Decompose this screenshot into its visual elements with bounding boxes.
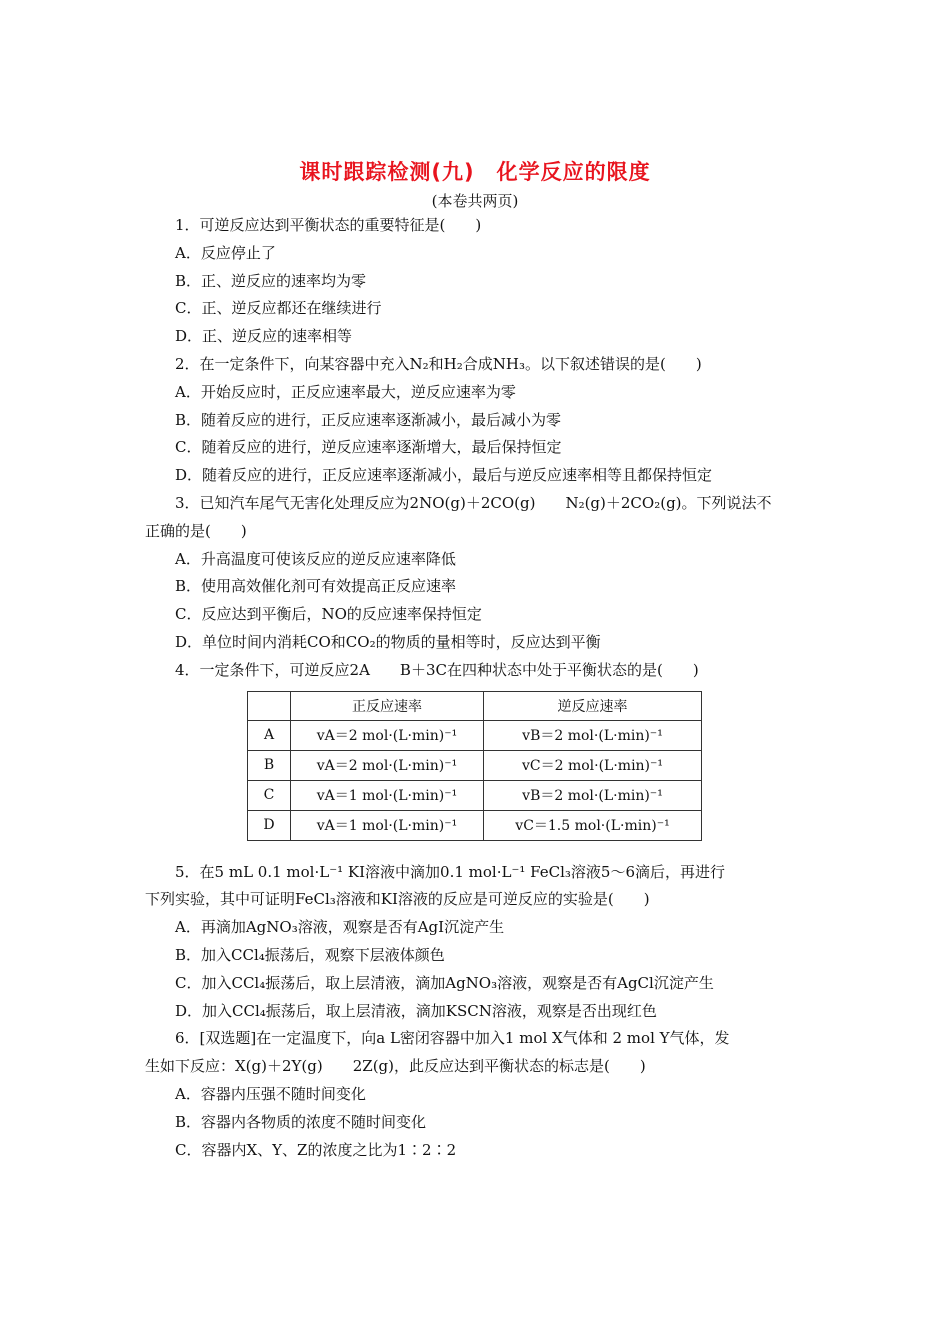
question-5-stem-continued: 下列实验，其中可证明FeCl₃溶液和KI溶液的反应是可逆反应的实验是( ) — [145, 890, 650, 909]
table-header-cell: 正反应速率 — [291, 691, 484, 720]
table-cell: vC＝2 mol·(L·min)⁻¹ — [484, 750, 702, 780]
question-6-option-a: A．容器内压强不随时间变化 — [175, 1084, 366, 1103]
question-3-option-b: B．使用高效催化剂可有效提高正反应速率 — [175, 577, 457, 596]
table-cell: vA＝1 mol·(L·min)⁻¹ — [291, 780, 484, 810]
question-5-option-d: D．加入CCl₄振荡后，取上层清液，滴加KSCN溶液，观察是否出现红色 — [175, 1001, 657, 1020]
question-2-option-d: D．随着反应的进行，正反应速率逐渐减小，最后与逆反应速率相等且都保持恒定 — [175, 466, 713, 485]
question-2-option-b: B．随着反应的进行，正反应速率逐渐减小，最后减小为零 — [175, 410, 562, 429]
question-3-option-c: C．反应达到平衡后，NO的反应速率保持恒定 — [175, 605, 482, 624]
question-5-option-a: A．再滴加AgNO₃溶液，观察是否有AgI沉淀产生 — [175, 918, 505, 937]
question-4-table-wrap — [247, 691, 805, 841]
table-cell: D — [248, 810, 291, 840]
question-1-stem: 1．可逆反应达到平衡状态的重要特征是( ) — [175, 216, 482, 234]
question-6-stem-continued: 生如下反应：X(g)＋2Y(g) 2Z(g)，此反应达到平衡状态的标志是( ) — [145, 1057, 646, 1076]
question-3-option-d: D．单位时间内消耗CO和CO₂的物质的量相等时，反应达到平衡 — [175, 632, 601, 651]
table-cell: vB＝2 mol·(L·min)⁻¹ — [484, 720, 702, 750]
table-row — [248, 780, 702, 810]
table-cell: C — [248, 780, 291, 810]
question-4-stem: 4．一定条件下，可逆反应2A B＋3C在四种状态中处于平衡状态的是( ) — [175, 660, 699, 679]
table-header-row — [248, 691, 702, 720]
question-6-option-c: C．容器内X、Y、Z的浓度之比为1∶2∶2 — [175, 1140, 457, 1159]
table-cell: B — [248, 750, 291, 780]
page-subtitle: (本卷共两页) — [431, 192, 519, 210]
page-title: 课时跟踪检测(九) 化学反应的限度 — [299, 160, 651, 184]
table-cell: vA＝2 mol·(L·min)⁻¹ — [291, 750, 484, 780]
question-6-stem: 6．[双选题]在一定温度下，向a L密闭容器中加入1 mol X气体和 2 mol Y气体，发 — [175, 1029, 730, 1048]
table-cell: vA＝2 mol·(L·min)⁻¹ — [291, 720, 484, 750]
question-2-option-c: C．随着反应的进行，逆反应速率逐渐增大，最后保持恒定 — [175, 438, 562, 457]
question-1-option-b: B．正、逆反应的速率均为零 — [175, 271, 367, 290]
question-5-option-b: B．加入CCl₄振荡后，观察下层液体颜色 — [175, 945, 445, 964]
question-3-stem: 3．已知汽车尾气无害化处理反应为2NO(g)＋2CO(g) N₂(g)＋2CO₂(g)。下列说法不 — [175, 493, 772, 512]
question-3-stem-continued: 正确的是( ) — [145, 521, 247, 540]
question-list — [145, 212, 805, 1164]
question-1-option-c: C．正、逆反应都还在继续进行 — [175, 299, 382, 318]
table-cell: vA＝1 mol·(L·min)⁻¹ — [291, 810, 484, 840]
question-3-option-a: A．升高温度可使该反应的逆反应速率降低 — [175, 549, 456, 568]
table-row — [248, 720, 702, 750]
table-cell: vB＝2 mol·(L·min)⁻¹ — [484, 780, 702, 810]
table-row — [248, 810, 702, 840]
table-header-cell: 逆反应速率 — [484, 691, 702, 720]
question-6-option-b: B．容器内各物质的浓度不随时间变化 — [175, 1112, 427, 1131]
question-5-stem: 5．在5 mL 0.1 mol·L⁻¹ KI溶液中滴加0.1 mol·L⁻¹ FeCl₃溶液5～6滴后，再进行 — [175, 862, 725, 881]
question-2-stem: 2．在一定条件下，向某容器中充入N₂和H₂合成NH₃。以下叙述错误的是( ) — [175, 354, 702, 373]
rate-table — [247, 691, 702, 841]
question-1-option-a: A．反应停止了 — [175, 243, 276, 262]
question-1-option-d: D．正、逆反应的速率相等 — [175, 327, 353, 346]
question-2-option-a: A．开始反应时，正反应速率最大，逆反应速率为零 — [175, 382, 516, 401]
question-5-option-c: C．加入CCl₄振荡后，取上层清液，滴加AgNO₃溶液，观察是否有AgCl沉淀产生 — [175, 973, 714, 992]
table-row — [248, 750, 702, 780]
table-cell: vC＝1.5 mol·(L·min)⁻¹ — [484, 810, 702, 840]
table-header-cell — [248, 691, 291, 720]
spacer — [145, 841, 805, 859]
table-cell: A — [248, 720, 291, 750]
